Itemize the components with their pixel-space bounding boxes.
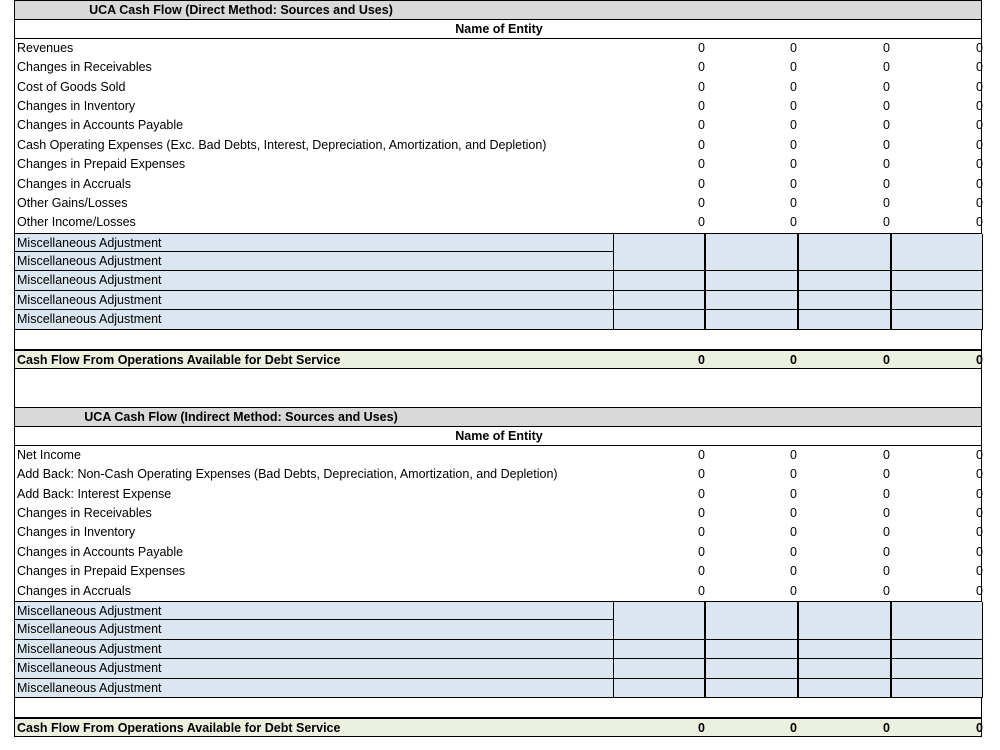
input-cell[interactable]	[705, 291, 798, 310]
cell-value[interactable]: 0	[790, 137, 797, 152]
input-cell[interactable]	[613, 679, 705, 698]
input-cell[interactable]	[891, 234, 983, 253]
direct-total-row	[14, 349, 982, 369]
cell-value[interactable]: 0	[976, 525, 983, 540]
misc-adjustment-row	[14, 310, 982, 329]
table-row	[14, 562, 982, 581]
cell-value[interactable]: 0	[790, 40, 797, 55]
input-cell[interactable]	[613, 291, 705, 310]
row-label: Miscellaneous Adjustment	[17, 235, 162, 250]
cell-value[interactable]: 0	[976, 176, 983, 191]
cell-value[interactable]: 0	[698, 583, 705, 598]
cell-value[interactable]: 0	[883, 195, 890, 210]
input-cell[interactable]	[891, 310, 983, 329]
table-row	[14, 78, 982, 97]
cell-value[interactable]: 0	[976, 215, 983, 230]
cell-value[interactable]: 0	[883, 525, 890, 540]
table-row	[14, 523, 982, 542]
cell-value[interactable]: 0	[698, 195, 705, 210]
total-value[interactable]: 0	[883, 353, 890, 368]
cell-value[interactable]: 0	[976, 79, 983, 94]
cell-value[interactable]: 0	[698, 60, 705, 75]
input-cell[interactable]	[798, 640, 891, 659]
cell-value[interactable]: 0	[698, 98, 705, 113]
cell-value[interactable]: 0	[976, 60, 983, 75]
cell-value[interactable]: 0	[883, 467, 890, 482]
cell-value[interactable]: 0	[790, 215, 797, 230]
section-gap	[14, 369, 982, 407]
input-cell[interactable]	[798, 602, 891, 621]
cell-value[interactable]: 0	[976, 467, 983, 482]
input-cell[interactable]	[798, 271, 891, 290]
total-value[interactable]: 0	[976, 721, 983, 736]
row-label: Miscellaneous Adjustment	[17, 312, 162, 327]
total-value[interactable]: 0	[790, 721, 797, 736]
row-label: Changes in Prepaid Expenses	[17, 564, 186, 579]
direct-title-text: UCA Cash Flow (Direct Method: Sources and Uses)	[89, 3, 393, 17]
row-label: Miscellaneous Adjustment	[17, 273, 162, 288]
cell-value[interactable]: 0	[790, 583, 797, 598]
misc-adjustment-row	[14, 659, 982, 678]
input-cell[interactable]	[613, 620, 705, 639]
input-cell[interactable]	[891, 620, 983, 639]
cell-value[interactable]: 0	[790, 467, 797, 482]
cell-value[interactable]: 0	[976, 544, 983, 559]
table-row	[14, 582, 982, 601]
cell-value[interactable]: 0	[883, 583, 890, 598]
misc-adjustment-row	[14, 233, 982, 252]
row-label: Other Gains/Losses	[17, 195, 128, 210]
cell-value[interactable]: 0	[883, 157, 890, 172]
input-cell[interactable]	[891, 252, 983, 271]
indirect-entity-text: Name of Entity	[455, 429, 543, 444]
total-label: Cash Flow From Operations Available for Debt Service	[17, 721, 341, 736]
row-label: Cash Operating Expenses (Exc. Bad Debts, Interest, Depreciation, Amortization, and Depletion)	[17, 137, 547, 152]
input-cell[interactable]	[891, 659, 983, 678]
row-label: Changes in Accruals	[17, 176, 131, 191]
table-row	[14, 39, 982, 58]
row-label: Add Back: Interest Expense	[17, 486, 172, 501]
row-label: Miscellaneous Adjustment	[17, 292, 162, 307]
cell-value[interactable]: 0	[790, 79, 797, 94]
indirect-section-title	[14, 407, 982, 426]
cell-value[interactable]: 0	[976, 118, 983, 133]
cell-value[interactable]: 0	[883, 60, 890, 75]
cell-value[interactable]: 0	[883, 98, 890, 113]
row-label: Miscellaneous Adjustment	[17, 641, 162, 656]
cell-value[interactable]: 0	[976, 157, 983, 172]
cell-value[interactable]: 0	[698, 486, 705, 501]
cell-value[interactable]: 0	[883, 564, 890, 579]
row-label: Miscellaneous Adjustment	[17, 254, 162, 269]
cell-value[interactable]: 0	[698, 215, 705, 230]
row-label: Changes in Receivables	[17, 60, 152, 75]
input-cell[interactable]	[891, 271, 983, 290]
cell-value[interactable]: 0	[883, 215, 890, 230]
row-label: Changes in Accounts Payable	[17, 544, 184, 559]
cell-value[interactable]: 0	[976, 564, 983, 579]
table-row	[14, 446, 982, 465]
input-cell[interactable]	[613, 640, 705, 659]
cell-value[interactable]: 0	[790, 525, 797, 540]
cell-value[interactable]: 0	[790, 98, 797, 113]
table-row	[14, 213, 982, 232]
row-label: Add Back: Non-Cash Operating Expenses (Bad Debts, Depreciation, Amortization, and Depletion)	[17, 467, 558, 482]
cell-value[interactable]: 0	[698, 564, 705, 579]
input-cell[interactable]	[798, 310, 891, 329]
input-cell[interactable]	[798, 234, 891, 253]
row-label: Changes in Receivables	[17, 505, 152, 520]
row-label: Net Income	[17, 447, 81, 462]
input-cell[interactable]	[705, 620, 798, 639]
direct-entity-text: Name of Entity	[455, 22, 543, 37]
cell-value[interactable]: 0	[698, 525, 705, 540]
row-label: Changes in Inventory	[17, 98, 136, 113]
row-label: Changes in Accruals	[17, 583, 131, 598]
cell-value[interactable]: 0	[790, 544, 797, 559]
input-cell[interactable]	[705, 659, 798, 678]
input-cell[interactable]	[798, 659, 891, 678]
input-cell[interactable]	[705, 252, 798, 271]
direct-entity-header	[14, 19, 982, 38]
table-row	[14, 175, 982, 194]
cell-value[interactable]: 0	[976, 583, 983, 598]
cell-value[interactable]: 0	[698, 544, 705, 559]
cell-value[interactable]: 0	[790, 118, 797, 133]
cell-value[interactable]: 0	[790, 564, 797, 579]
table-row	[14, 97, 982, 116]
table-row	[14, 485, 982, 504]
cell-value[interactable]: 0	[883, 176, 890, 191]
cell-value[interactable]: 0	[698, 40, 705, 55]
input-cell[interactable]	[891, 679, 983, 698]
cell-value[interactable]: 0	[790, 176, 797, 191]
input-cell[interactable]	[613, 310, 705, 329]
row-label: Other Income/Losses	[17, 215, 136, 230]
cell-value[interactable]: 0	[976, 98, 983, 113]
total-value[interactable]: 0	[976, 353, 983, 368]
cell-value[interactable]: 0	[698, 118, 705, 133]
blank-row	[14, 698, 982, 717]
table-row	[14, 543, 982, 562]
misc-adjustment-row	[14, 271, 982, 290]
cell-value[interactable]: 0	[883, 505, 890, 520]
row-label: Miscellaneous Adjustment	[17, 661, 162, 676]
input-cell[interactable]	[891, 291, 983, 310]
total-value[interactable]: 0	[698, 721, 705, 736]
indirect-total-row	[14, 717, 982, 737]
row-label: Miscellaneous Adjustment	[17, 603, 162, 618]
misc-adjustment-row	[14, 601, 982, 620]
cell-value[interactable]: 0	[883, 544, 890, 559]
table-row	[14, 194, 982, 213]
input-cell[interactable]	[891, 640, 983, 659]
table-row	[14, 136, 982, 155]
input-cell[interactable]	[798, 252, 891, 271]
cell-value[interactable]: 0	[883, 447, 890, 462]
misc-adjustment-row	[14, 291, 982, 310]
cell-value[interactable]: 0	[883, 40, 890, 55]
input-cell[interactable]	[705, 234, 798, 253]
cell-value[interactable]: 0	[698, 157, 705, 172]
cell-value[interactable]: 0	[790, 60, 797, 75]
cell-value[interactable]: 0	[790, 505, 797, 520]
row-label: Miscellaneous Adjustment	[17, 680, 162, 695]
cell-value[interactable]: 0	[976, 195, 983, 210]
row-label: Changes in Prepaid Expenses	[17, 157, 186, 172]
input-cell[interactable]	[891, 602, 983, 621]
input-cell[interactable]	[705, 271, 798, 290]
input-cell[interactable]	[705, 640, 798, 659]
table-row	[14, 465, 982, 484]
table-row	[14, 155, 982, 174]
cell-value[interactable]: 0	[976, 486, 983, 501]
misc-adjustment-row	[14, 640, 982, 659]
total-value[interactable]: 0	[698, 353, 705, 368]
misc-adjustment-row	[14, 252, 982, 271]
input-cell[interactable]	[705, 310, 798, 329]
cell-value[interactable]: 0	[698, 467, 705, 482]
total-value[interactable]: 0	[790, 353, 797, 368]
misc-adjustment-row	[14, 620, 982, 639]
cell-value[interactable]: 0	[698, 447, 705, 462]
cell-value[interactable]: 0	[976, 505, 983, 520]
cell-value[interactable]: 0	[698, 176, 705, 191]
blank-row	[14, 330, 982, 349]
row-label: Miscellaneous Adjustment	[17, 622, 162, 637]
input-cell[interactable]	[798, 679, 891, 698]
cell-value[interactable]: 0	[976, 137, 983, 152]
direct-section-title	[14, 0, 982, 19]
cell-value[interactable]: 0	[698, 505, 705, 520]
row-label: Changes in Accounts Payable	[17, 118, 184, 133]
table-row	[14, 116, 982, 135]
input-cell[interactable]	[613, 659, 705, 678]
indirect-title-text: UCA Cash Flow (Indirect Method: Sources and Uses)	[84, 410, 398, 425]
row-label: Changes in Inventory	[17, 525, 136, 540]
input-cell[interactable]	[613, 602, 705, 621]
input-cell[interactable]	[798, 620, 891, 639]
input-cell[interactable]	[798, 291, 891, 310]
input-cell[interactable]	[613, 234, 705, 253]
row-label: Cost of Goods Sold	[17, 79, 126, 94]
misc-adjustment-row	[14, 679, 982, 698]
spreadsheet	[14, 0, 982, 737]
cell-value[interactable]: 0	[883, 486, 890, 501]
input-cell[interactable]	[613, 271, 705, 290]
cell-value[interactable]: 0	[883, 137, 890, 152]
cell-value[interactable]: 0	[883, 79, 890, 94]
input-cell[interactable]	[613, 252, 705, 271]
table-row	[14, 58, 982, 77]
cell-value[interactable]: 0	[976, 40, 983, 55]
total-value[interactable]: 0	[883, 721, 890, 736]
indirect-entity-header	[14, 426, 982, 445]
total-label: Cash Flow From Operations Available for Debt Service	[17, 353, 341, 368]
cell-value[interactable]: 0	[698, 137, 705, 152]
input-cell[interactable]	[705, 679, 798, 698]
row-label: Revenues	[17, 40, 74, 55]
table-row	[14, 504, 982, 523]
cell-value[interactable]: 0	[790, 447, 797, 462]
cell-value[interactable]: 0	[976, 447, 983, 462]
cell-value[interactable]: 0	[790, 486, 797, 501]
cell-value[interactable]: 0	[790, 157, 797, 172]
cell-value[interactable]: 0	[698, 79, 705, 94]
cell-value[interactable]: 0	[790, 195, 797, 210]
cell-value[interactable]: 0	[883, 118, 890, 133]
input-cell[interactable]	[705, 602, 798, 621]
